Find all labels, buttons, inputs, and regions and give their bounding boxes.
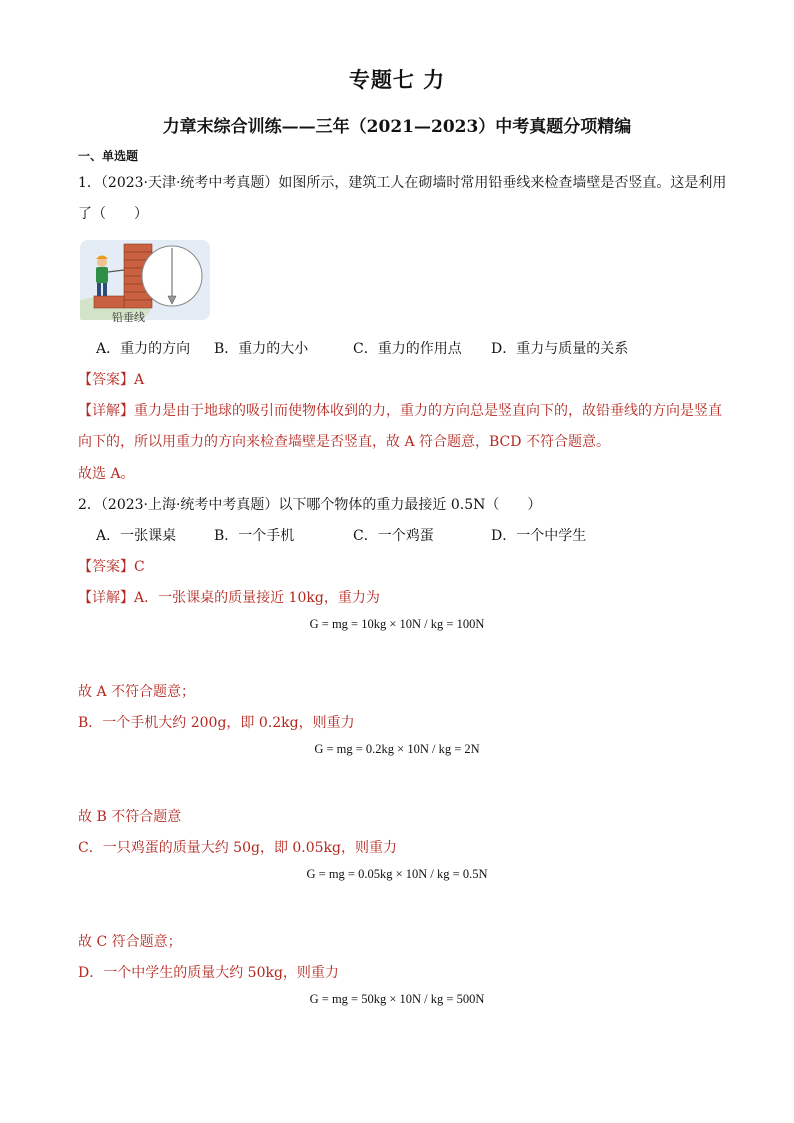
q2-detail-c: C．一只鸡蛋的质量大约 50g，即 0.05kg，则重力 [78,840,398,856]
q2-option-c: C．一个鸡蛋 [353,528,434,544]
figure-caption: 铅垂线 [112,311,145,324]
q2-formula-d: G = mg = 50kg × 10N / kg = 500N [309,992,485,1006]
question-1-stem-line2: 了（ ） [78,206,148,222]
page-title: 专题七 力 [348,67,446,92]
q2-formula-c: G = mg = 0.05kg × 10N / kg = 0.5N [306,867,488,881]
q1-answer-value: A [134,372,145,388]
section-heading: 一、单选题 [78,149,139,163]
q2-detail-d: D．一个中学生的质量大约 50kg，则重力 [78,965,339,981]
q2-answer-tag: 【答案】 [78,559,134,575]
q1-answer-tag: 【答案】 [78,372,134,388]
q1-answer [78,369,144,389]
q2-formula-b: G = mg = 0.2kg × 10N / kg = 2N [314,742,480,756]
q2-answer-value: C [134,559,145,575]
q2-detail-b: B．一个手机大约 200g，即 0.2kg，则重力 [78,715,355,731]
q2-result-a: 故 A 不符合题意； [78,684,196,700]
q1-detail-line1 [78,400,722,420]
plumb-line-figure [80,240,210,320]
q1-detail-text1: 重力是由于地球的吸引而使物体收到的力，重力的方向总是竖直向下的，故铅垂线的方向是竖直 [134,403,722,419]
q2-option-d: D．一个中学生 [491,528,587,544]
question-2-stem: 2．（2023·上海·统考中考真题）以下哪个物体的重力最接近 0.5N（ ） [78,497,542,513]
q2-detail-a-text: A．一张课桌的质量接近 10kg，重力为 [134,590,380,606]
q2-detail-tag: 【详解】 [78,590,134,606]
q2-answer [78,556,145,576]
q1-option-b: B．重力的大小 [214,341,309,357]
question-1-stem-line1: 1．（2023·天津·统考中考真题）如图所示，建筑工人在砌墙时常用铅垂线来检查墙壁是否竖直。这是利用 [78,175,727,191]
page-subtitle: 力章末综合训练——三年（2021—2023）中考真题分项精编 [162,117,632,137]
q2-result-c: 故 C 符合题意； [78,934,182,950]
q1-conclusion: 故选 A。 [78,466,135,482]
q2-option-a: A．一张课桌 [96,528,177,544]
q1-option-c: C．重力的作用点 [353,341,462,357]
q1-detail-tag: 【详解】 [78,403,134,419]
q2-formula-a: G = mg = 10kg × 10N / kg = 100N [309,617,485,631]
q1-option-d: D．重力与质量的关系 [491,341,629,357]
q2-detail-a [78,587,380,607]
q2-option-b: B．一个手机 [214,528,295,544]
q1-detail-line2: 向下的，所以用重力的方向来检查墙壁是否竖直，故 A 符合题意，BCD 不符合题意。 [78,434,610,450]
q2-result-b: 故 B 不符合题意 [78,809,182,825]
q1-option-a: A．重力的方向 [96,341,191,357]
